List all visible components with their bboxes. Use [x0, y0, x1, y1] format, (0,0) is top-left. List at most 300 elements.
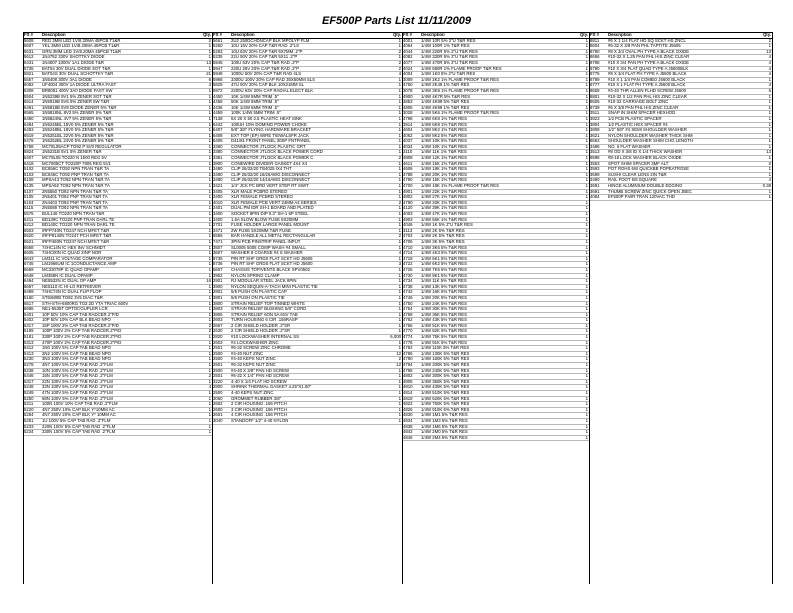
quantity-cell: 1 — [199, 172, 212, 178]
quantity-cell: 1 — [199, 66, 212, 72]
quantity-cell: 1 — [199, 105, 212, 111]
quantity-cell: 1 — [199, 111, 212, 117]
quantity-cell: 12 — [389, 363, 402, 369]
part-description-cell: 220N 100V 5% CAP TAB RAD .2"FLM — [41, 424, 199, 430]
part-number-cell: 4830 — [402, 413, 420, 419]
part-number-cell: 6212 — [23, 223, 41, 229]
part-number-cell: 3471 — [212, 228, 230, 234]
part-description-cell: 1/4W 2K2 1% FLAME PROOF T&R RES — [420, 77, 576, 83]
part-description-cell: 1/4W 3K6 5% T&R RES — [420, 245, 576, 251]
part-description-cell: 1/4W 47K 1% T&R RES — [420, 212, 576, 218]
part-description-cell: NE1-5535T OPTOCOUPLER LCR — [41, 307, 199, 313]
part-description-cell: 1/4W 160K 5% T&R RES — [420, 357, 576, 363]
quantity-cell: 1 — [389, 100, 402, 106]
part-description-cell: 2U2 250DCHDNCAP BLK MPOLYP FLM — [230, 38, 389, 44]
part-number-cell: 2603 — [212, 318, 230, 324]
part-description-cell: 3 CIR HOUSING .156 PITCH — [230, 407, 389, 413]
quantity-cell: 1 — [576, 279, 589, 285]
part-description-cell: 1/4W 13K 5% T&R RES — [420, 284, 576, 290]
part-number-cell: 3040 — [212, 418, 230, 424]
part-number-cell: 3513 — [589, 150, 607, 156]
part-number-cell: 2501 — [212, 346, 230, 352]
part-number-cell: 3480 — [212, 178, 230, 184]
part-number-cell: 6308 — [23, 88, 41, 94]
quantity-cell: 13 — [759, 150, 772, 156]
quantity-cell: 1 — [199, 251, 212, 257]
part-number-cell: 4762 — [402, 318, 420, 324]
part-number-cell: 3607 — [212, 251, 230, 257]
parts-table — [212, 32, 402, 425]
part-description-cell: DUAL PM IDR SH-1 BOARD AND PLATED — [230, 206, 389, 212]
quantity-cell: 1 — [199, 167, 212, 173]
description-header: Description — [230, 33, 389, 39]
part-number-cell: 3400 — [212, 212, 230, 218]
part-description-cell: 1/4W 1M6 5% T&R RES — [420, 424, 576, 430]
part-description-cell: NYLON SHOULDER WASHER THICK SHM — [607, 133, 759, 139]
part-description-cell: 1/4W 39K 1% T&R RES — [420, 206, 576, 212]
column-divider — [212, 32, 213, 584]
quantity-cell: 13 — [759, 49, 772, 55]
quantity-cell: 6,000 — [390, 334, 401, 340]
part-description-cell: 10P 50V 10% CAP TAB RADCER.2"P/D — [41, 312, 199, 318]
quantity-cell: 1 — [576, 144, 589, 150]
part-description-cell: SUSHI CLEAR LENS 2IN T&R — [607, 172, 759, 178]
part-number-cell: 4004 — [402, 72, 420, 78]
part-description-cell: 10K 1/4W 5MM TRIM .5" — [230, 94, 389, 100]
part-number-cell: 4903 — [402, 217, 420, 223]
part-number-cell: 5945 — [212, 60, 230, 66]
quantity-cell: 1 — [199, 346, 212, 352]
part-number-cell: 5248 — [23, 385, 41, 391]
quantity-cell: 1 — [759, 144, 772, 150]
part-number-cell: 2500 — [212, 368, 230, 374]
quantity-cell: 1 — [389, 307, 402, 313]
quantity-cell: 1 — [389, 396, 402, 402]
part-description-cell: 47U 50V 20% CAP BLK 10X21MM SL — [230, 83, 389, 89]
part-number-cell: 6745 — [23, 262, 41, 268]
quantity-cell: 1 — [389, 167, 402, 173]
part-description-cell: 1/4W 4K3 5% T&R RES — [420, 251, 576, 257]
quantity-cell: 1 — [576, 273, 589, 279]
quantity-cell: 1 — [759, 133, 772, 139]
part-number-cell: 6514 — [23, 100, 41, 106]
part-number-cell: 8608 — [589, 88, 607, 94]
part-description-cell: XLR FEMALE PCBRD STEREO — [230, 195, 389, 201]
quantity-cell: 1 — [389, 144, 402, 150]
quantity-cell: 0.38 — [759, 184, 772, 190]
part-number-cell: 5661 — [212, 38, 230, 44]
quantity-cell: 4 — [759, 83, 772, 89]
quantity-cell: 1 — [389, 245, 402, 251]
quantity-cell: 1 — [576, 396, 589, 402]
part-number-cell: 5283 — [212, 49, 230, 55]
quantity-cell: 1 — [759, 172, 772, 178]
quantity-cell: 4 — [759, 66, 772, 72]
part-description-cell: 15N 100V 5% CAP TAB RAD .2"FLM — [41, 374, 199, 380]
part-description-cell: 1/4W 36K 5% T&R RES — [420, 312, 576, 318]
part-number-cell: 4778 — [402, 340, 420, 346]
part-description-cell: SHOULDER WASHER SHIM CHG LENGTH — [607, 139, 759, 145]
part-description-cell: GRN 3MM LED 1V/8.20MA 45PCB T1&R — [41, 49, 199, 55]
part-description-cell: XLR MALE PCBRD STEREO — [230, 189, 389, 195]
part-description-cell: 1/4W 2K 5% T&R RES — [420, 234, 576, 240]
qty-header: Qty. — [759, 33, 772, 39]
quantity-cell: 1 — [199, 407, 212, 413]
fs-header: FS # — [402, 33, 420, 39]
quantity-cell: 1 — [199, 212, 212, 218]
part-number-cell: 6499 — [23, 290, 41, 296]
part-description-cell: BAT54 30V DUAL DIODE SOT T&R — [41, 66, 199, 72]
quantity-cell: 1 — [199, 49, 212, 55]
quantity-cell: 1 — [389, 418, 402, 424]
part-description-cell: 1/4W 240K 5% T&R RES — [420, 368, 576, 374]
part-description-cell: #6 X 1 1/4 FLAT HD SQ SCKT HS ZNCL — [607, 38, 759, 44]
part-description-cell: CONNECTOR JTLOCK PLASTIC GRT — [230, 144, 389, 150]
quantity-cell: 1 — [576, 66, 589, 72]
part-description-cell: HINGE ALUMNIUM DOUBLE EDGING — [607, 184, 759, 190]
part-description-cell: 1/4W 56K 1% T&R RES — [420, 217, 576, 223]
part-description-cell: 1/4W 620K 5% T&R RES — [420, 396, 576, 402]
quantity-cell: 4 — [199, 385, 212, 391]
parts-column-3 — [402, 32, 589, 584]
parts-list-sheet — [23, 32, 772, 584]
part-description-cell: NE5532N IC DUAL OP AMP — [41, 279, 199, 285]
part-description-cell: 1N5818B 6V8 DIODE ZENER 5% T&R — [41, 105, 199, 111]
part-number-cell: 6442 — [212, 122, 230, 128]
quantity-cell: 1 — [576, 88, 589, 94]
quantity-cell: 1 — [576, 100, 589, 106]
quantity-cell: 6 — [199, 77, 212, 83]
part-description-cell: 3N3 100V 5% CAP TAB BEAD NPO — [41, 357, 199, 363]
part-description-cell: 74HC00N IC QUAD 2INP NOR — [41, 251, 199, 257]
part-description-cell: STRAIN RELIEF BUSHING 5/8" CORD — [230, 307, 389, 313]
quantity-cell: 1 — [389, 329, 402, 335]
part-number-cell: 5520 — [23, 234, 41, 240]
quantity-cell: 1 — [576, 323, 589, 329]
part-number-cell: 5947 — [212, 66, 230, 72]
part-description-cell: 1/4W 2M0 5% T&R RES — [420, 430, 576, 436]
part-description-cell: 1/4W 110K 5% T&R RES — [420, 346, 576, 352]
part-number-cell: 8605 — [589, 100, 607, 106]
quantity-cell: 1 — [576, 200, 589, 206]
part-description-cell: BAT54S 30V DUAL SCHOTTKY T&R — [41, 72, 199, 78]
part-description-cell: 2N5088 TO92 NPN TRAN T&R TA — [41, 206, 199, 212]
part-description-cell: 1N5251BL 22V0 5% ZENER 5% T&R — [41, 133, 199, 139]
parts-table — [23, 32, 212, 436]
part-number-cell: 8790 — [589, 66, 607, 72]
part-description-cell: 1/4W 200K 5% T&R RES — [420, 363, 576, 369]
part-number-cell: 4770 — [402, 329, 420, 335]
quantity-cell: 1 — [759, 128, 772, 134]
part-number-cell: 4700 — [402, 184, 420, 190]
part-number-cell: 5821 — [23, 72, 41, 78]
part-description-cell: 1/2" 5/8" #4 SEMI SHOULDER WASHER — [607, 128, 759, 134]
part-number-cell: 6431 — [23, 60, 41, 66]
part-number-cell: 8735 — [212, 256, 230, 262]
part-number-cell: 5446 — [23, 374, 41, 380]
part-description-cell: 10K 1/4W 5MM TRIM .5" — [230, 105, 389, 111]
part-description-cell: STANDOFF 1/2" 4-40 NYLON — [230, 418, 389, 424]
quantity-cell: 1 — [199, 55, 212, 61]
column-divider — [402, 32, 403, 584]
part-number-cell: 4459 — [212, 111, 230, 117]
part-number-cell: 5234 — [23, 430, 41, 436]
quantity-cell: 4 — [389, 72, 402, 78]
part-number-cell: 3823 — [589, 116, 607, 122]
quantity-cell: 1 — [576, 357, 589, 363]
part-description-cell: 1N0 100V 5% CAP TAB BEAD NPO — [41, 346, 199, 352]
fs-header: FS # — [23, 33, 41, 39]
part-number-cell: 6407 — [23, 156, 41, 162]
part-number-cell: 5251 — [23, 418, 41, 424]
quantity-cell: 1 — [576, 256, 589, 262]
column-divider — [589, 32, 590, 584]
part-description-cell: 1/4W 12K 1% T&R RES — [420, 156, 576, 162]
part-number-cell: 3914 — [402, 122, 420, 128]
part-description-cell: #6-32 X 3/8 PAN PHL TAPTITE J5605 — [607, 44, 759, 50]
part-number-cell: 5220 — [23, 407, 41, 413]
part-description-cell: 470P 100V 2% CAP TAB RADCER.2"P/D — [41, 340, 199, 346]
quantity-cell: 1 — [389, 161, 402, 167]
part-description-cell: BC856C TO92 NPN TRAN T&R TA — [41, 167, 199, 173]
part-description-cell: 1/4W 33K 1% T&R RES — [420, 200, 576, 206]
part-number-cell: 3804 — [589, 122, 607, 128]
quantity-cell: 1 — [199, 290, 212, 296]
part-description-cell: #8-18 LOCK WASHER BLACK OXIDE — [607, 156, 759, 162]
part-description-cell: TURN HOUSING 6 CIR .156RASP — [230, 318, 389, 324]
part-description-cell: 1/4W 11K 5% T&R RES — [420, 279, 576, 285]
part-description-cell: 1/4W 75K 5% T&R RES — [420, 335, 576, 341]
quantity-cell: 1 — [389, 284, 402, 290]
quantity-cell: 2 — [389, 156, 402, 162]
part-description-cell: 1/4W 15K 1% T&R RES — [420, 178, 576, 184]
quantity-cell: 1 — [199, 396, 212, 402]
quantity-cell: 1 — [576, 262, 589, 268]
qty-header: Qty. — [199, 33, 212, 39]
quantity-cell: 1 — [199, 200, 212, 206]
quantity-cell: 1 — [576, 435, 589, 441]
part-description-cell: 1/4W 300K 5% T&R RES — [420, 374, 576, 380]
quantity-cell: 2 — [389, 357, 402, 363]
part-number-cell: 6418 — [23, 161, 41, 167]
part-description-cell: 1/4W 15K 1% T&R RES — [420, 161, 576, 167]
part-number-cell: 2667 — [212, 323, 230, 329]
part-description-cell: 100N 100V 10% CAP TAB RAD .2"FLM — [41, 402, 199, 408]
quantity-cell: 1 — [199, 223, 212, 229]
quantity-cell: 1 — [199, 418, 212, 424]
part-description-cell: YEL 3MM LED 1V/8.20MA 45PCB T1&R — [41, 44, 199, 50]
part-description-cell: 1/4W 43K 5% T&R RES — [420, 318, 576, 324]
quantity-cell: 1 — [759, 105, 772, 111]
part-description-cell: 1/4W 6K8 1% T&R RES — [420, 122, 576, 128]
part-description-cell: #6-32 SCREW ZINC CHROME — [230, 346, 389, 352]
quantity-cell: 1 — [389, 267, 402, 273]
part-description-cell: 10N 100V 5% CAP TAB RAD .2"FLM — [41, 368, 199, 374]
quantity-cell: 1 — [576, 150, 589, 156]
quantity-cell: 1 — [576, 318, 589, 324]
part-description-cell: 1/4W 5K1 5% T&R RES — [420, 256, 576, 262]
quantity-cell: 1 — [389, 184, 402, 190]
part-number-cell: 2820 — [212, 335, 230, 341]
quantity-cell: 1 — [576, 228, 589, 234]
part-number-cell: 4034 — [402, 144, 420, 150]
part-description-cell: 1U 100V 5% CAP TAB RAD .2"FLM — [41, 418, 199, 424]
part-number-cell: 4730 — [402, 273, 420, 279]
part-number-cell: 4044 — [402, 49, 420, 55]
part-number-cell: 4818 — [402, 396, 420, 402]
table-row — [589, 195, 772, 201]
part-description-cell: MC7805CT TO220P 7805 REG 5V1 — [41, 161, 199, 167]
part-description-cell: 1/4W 100R 1% T&R RES — [420, 44, 576, 50]
quantity-cell: 1 — [199, 295, 212, 301]
part-number-cell: 4790 — [402, 178, 420, 184]
part-description-cell: #6-32 X 1/4" PAN HD SCREW — [230, 374, 389, 380]
quantity-cell: 1 — [199, 363, 212, 369]
part-description-cell: ST6/680B TO92 3V5 DIAC T&R — [41, 295, 199, 301]
part-description-cell: 1/4" JCK PC BRD VERT STEP RT SWIT — [230, 184, 389, 190]
part-number-cell: 5250 — [23, 396, 41, 402]
part-description-cell: IRFP740N TO247 NCH MFET T&R — [41, 228, 199, 234]
part-number-cell: 3808 — [589, 128, 607, 134]
part-number-cell: 6565 — [23, 111, 41, 117]
quantity-cell: 1 — [576, 329, 589, 335]
part-description-cell: 1/4W 1M3 5% T&R RES — [420, 418, 576, 424]
quantity-cell: 1 — [199, 189, 212, 195]
part-description-cell: #8 X 3/4 FLAT PH TYPE A J5600 BLACK — [607, 72, 759, 78]
part-number-cell: 2500 — [212, 357, 230, 363]
part-number-cell: 8736 — [212, 262, 230, 268]
quantity-cell: 1 — [576, 251, 589, 257]
part-number-cell: 3803 — [212, 307, 230, 313]
part-number-cell: 4838 — [402, 424, 420, 430]
part-number-cell: 4754 — [402, 307, 420, 313]
part-description-cell: #4 LOCKWASHER ZINC — [230, 340, 389, 346]
quantity-cell: 1 — [389, 217, 402, 223]
quantity-cell: 1 — [389, 111, 402, 117]
quantity-cell: 12 — [389, 351, 402, 357]
part-number-cell: 5115 — [23, 206, 41, 212]
quantity-cell: 1 — [576, 239, 589, 245]
part-description-cell: 4-40 KEPS NUT ZINC — [230, 391, 389, 397]
part-number-cell: 3507 — [212, 245, 230, 251]
quantity-cell: 1 — [199, 284, 212, 290]
quantity-cell: 2 — [199, 374, 212, 380]
quantity-cell: 1 — [576, 402, 589, 408]
part-description-cell: POT ROHS 6W QUICKBB POPEATROSE — [607, 167, 759, 173]
part-description-cell: 1N5239B 9V1 5% ZENER SOT T&R — [41, 94, 199, 100]
part-number-cell: 3421 — [212, 184, 230, 190]
part-number-cell: 6491 — [23, 105, 41, 111]
quantity-cell: 1 — [389, 195, 402, 201]
part-number-cell: 4798 — [402, 368, 420, 374]
quantity-cell: 2 — [389, 60, 402, 66]
quantity-cell: 1 — [576, 111, 589, 117]
quantity-cell: 1 — [576, 133, 589, 139]
part-number-cell: 2501 — [212, 363, 230, 369]
quantity-cell: 1 — [199, 184, 212, 190]
part-number-cell: 5102 — [23, 167, 41, 173]
part-number-cell: 5211 — [23, 402, 41, 408]
part-description-cell: 1/4W 1K 5% 2"U T&R RES — [420, 223, 576, 229]
part-number-cell: 4790 — [402, 200, 420, 206]
part-number-cell: 6669 — [23, 267, 41, 273]
part-description-cell: #10-32 CARRIAGE BOLT ZINC — [607, 100, 759, 106]
part-description-cell: 22U 50V 20% CAP T&R 5X11 .2"P — [230, 55, 389, 61]
part-description-cell: #10 LOCKWASHER INTERNAL SS — [230, 335, 389, 341]
part-description-cell: 1/4W 2K 5% T&R RES — [420, 228, 576, 234]
part-number-cell: 4734 — [402, 279, 420, 285]
part-number-cell: 4782 — [402, 346, 420, 352]
part-description-cell: 22N 100V 5% CAP TAB RAD .2"FLM — [41, 379, 199, 385]
quantity-cell: 1 — [576, 407, 589, 413]
quantity-cell: 1 — [389, 413, 402, 419]
quantity-cell: 1 — [576, 128, 589, 134]
part-description-cell: 5/8" 3/8" FLYING HARDWARE BRACKET — [230, 128, 389, 134]
part-number-cell: 4024 — [402, 66, 420, 72]
part-number-cell: 5401 — [23, 312, 41, 318]
quantity-cell: 1 — [199, 239, 212, 245]
quantity-cell: 1 — [389, 368, 402, 374]
part-number-cell: 8656 — [589, 55, 607, 61]
quantity-cell: 1 — [576, 49, 589, 55]
part-number-cell: 4010 — [212, 200, 230, 206]
quantity-cell: 1 — [199, 228, 212, 234]
part-number-cell: 3060 — [212, 396, 230, 402]
quantity-cell: 1 — [199, 88, 212, 94]
quantity-cell: 2 — [199, 329, 212, 335]
part-description-cell: 2W FUSE 5X20MM T&R FUSE — [230, 228, 389, 234]
quantity-cell: 1 — [389, 391, 402, 397]
part-number-cell: 4722 — [402, 262, 420, 268]
part-description-cell: 1N5252BL 24V0 5% ZENER 5% T&R — [41, 139, 199, 145]
part-description-cell: #10 X 3/4 FLAT QUAD TYPE A J5600BLK — [607, 66, 759, 72]
part-description-cell: 1/4W 3K 5% T&R RES — [420, 239, 576, 245]
part-description-cell: 74HC74N IC DUAL FLIP FLOP — [41, 290, 199, 296]
part-number-cell: 5521 — [23, 239, 41, 245]
part-description-cell: 47N 100V 5% CAP TAB RAD .2"FLM — [41, 391, 199, 397]
quantity-cell: 4 — [759, 55, 772, 61]
part-description-cell: LM358N IC DUAL OPAMP — [41, 273, 199, 279]
part-description-cell: 1/4W 360K 5% T&R RES — [420, 379, 576, 385]
part-number-cell: 6476 — [23, 139, 41, 145]
part-description-cell: 2 CIR SHIELD HOLDER .2"SR — [230, 323, 389, 329]
part-description-cell: 1/4W 470R 5% 2"U T&R RES — [420, 60, 576, 66]
part-description-cell: IRFP460N TO247 NCH MFET T&R — [41, 239, 199, 245]
part-description-cell: 1N5408 300V 3A1 DIODE — [41, 77, 199, 83]
part-number-cell: 4702 — [402, 234, 420, 240]
part-description-cell: 1/4W 220R 5% 2"U T&R RES — [420, 49, 576, 55]
part-description-cell: LM1966UM IC 1CONDUCTANCE AMP — [41, 262, 199, 268]
part-number-cell: 3800 — [212, 301, 230, 307]
part-description-cell: SNAP IN SHIM SPACER HEXHOD — [607, 111, 759, 117]
part-number-cell: 8739 — [589, 105, 607, 111]
part-description-cell: 1/4W 680R 1% FLAME PROOF T&R RES — [420, 66, 576, 72]
quantity-cell: 1 — [199, 262, 212, 268]
part-number-cell: 4786 — [402, 351, 420, 357]
part-number-cell: 5233 — [23, 424, 41, 430]
part-number-cell: 5104 — [23, 200, 41, 206]
quantity-cell: 1 — [389, 301, 402, 307]
quantity-cell: 1 — [576, 379, 589, 385]
part-number-cell: 8598 — [589, 156, 607, 162]
part-description-cell: 1/4W 1K0 5% 2"U T&R RES — [420, 72, 576, 78]
part-description-cell: CHASSIS TOP/VENTS BLACK SPV0502 — [230, 267, 389, 273]
part-number-cell: 6686 — [23, 307, 41, 313]
part-number-cell: 5968 — [212, 77, 230, 83]
quantity-cell: 1 — [576, 351, 589, 357]
part-description-cell: 1/4W 430K 5% T&R RES — [420, 385, 576, 391]
part-number-cell: 2500 — [212, 351, 230, 357]
